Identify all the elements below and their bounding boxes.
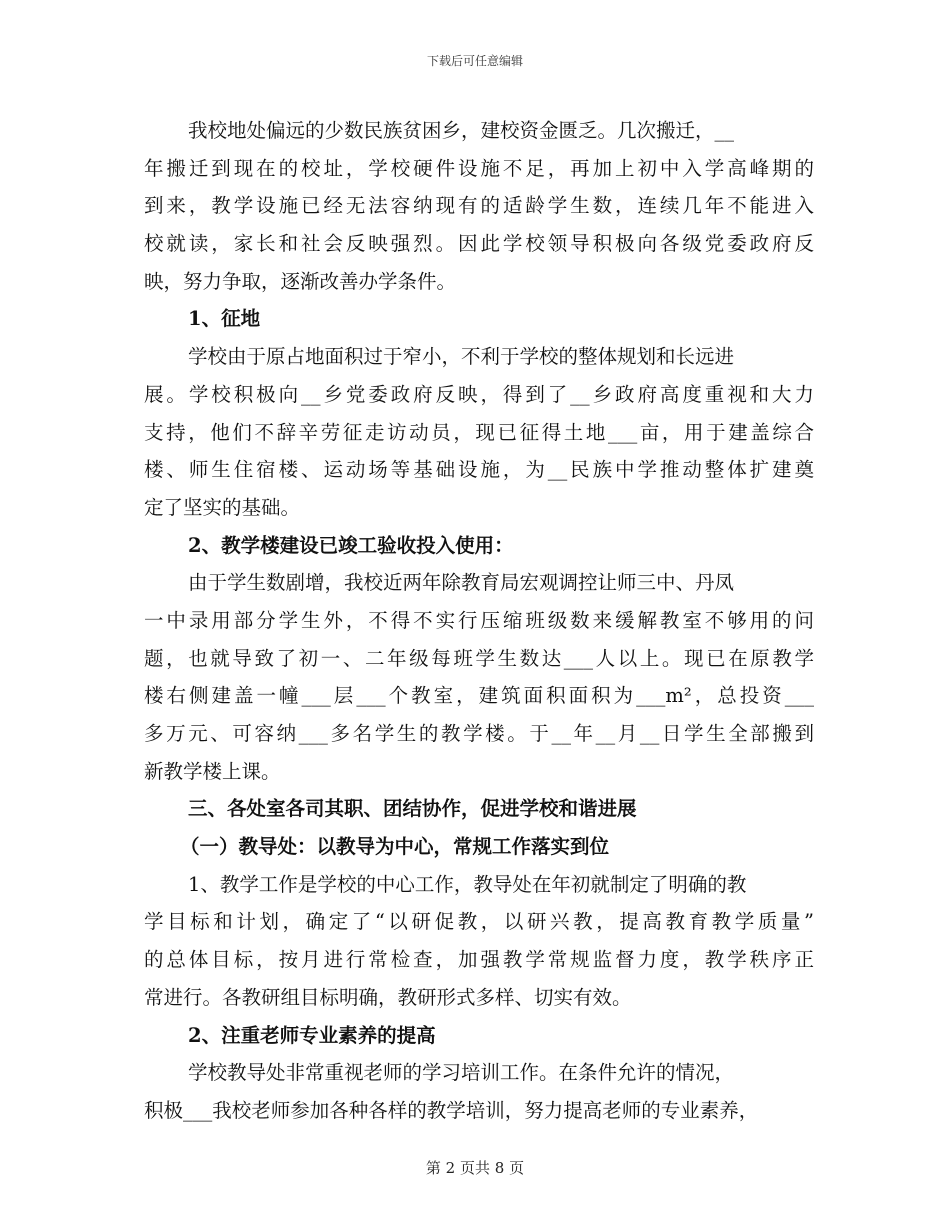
paragraph-line: 展。学校积极向__乡党委政府反映，得到了__乡政府高度重视和大力	[144, 382, 814, 406]
page-header: 下载后可任意编辑	[426, 54, 523, 68]
paragraph-line: 我校地处偏远的少数民族贫困乡，建校资金匮乏。几次搬迁，__	[188, 119, 735, 142]
paragraph-line: 学校由于原占地面积过于窄小，不利于学校的整体规划和长远进	[188, 345, 735, 369]
paragraph-line: 映，努力争取，逐渐改善办学条件。	[144, 269, 457, 293]
paragraph-line: 学目标和计划，确定了“以研促教，以研兴教，提高教育教学质量”	[144, 910, 814, 934]
paragraph-line: 定了坚实的基础。	[144, 495, 301, 519]
paragraph-line: 的总体目标，按月进行常检查，加强教学常规监督力度，教学秩序正	[144, 948, 814, 972]
document-body	[144, 112, 814, 1130]
section-heading: 1、征地	[188, 307, 261, 331]
paragraph-line: 楼、师生住宿楼、运动场等基础设施，为__民族中学推动整体扩建奠	[144, 458, 814, 482]
paragraph-line: 题，也就导致了初一、二年级每班学生数达___人以上。现已在原教学	[144, 646, 814, 670]
section-heading: 2、教学楼建设已竣工验收投入使用：	[188, 533, 514, 557]
paragraph-line: 支持，他们不辞辛劳征走访动员，现已征得土地___亩，用于建盖综合	[144, 420, 814, 444]
page-footer: 第 2 页共 8 页	[425, 1159, 525, 1177]
paragraph-line: 积极___我校老师参加各种各样的教学培训，努力提高老师的专业素养，	[144, 1098, 759, 1122]
paragraph-line: 年搬迁到现在的校址，学校硬件设施不足，再加上初中入学高峰期的	[144, 156, 814, 180]
paragraph-line: 一中录用部分学生外，不得不实行压缩班级数来缓解教室不够用的问	[144, 608, 814, 632]
subsection-heading: （一）教导处：以教导为中心，常规工作落实到位	[180, 835, 610, 859]
paragraph-line: 1、教学工作是学校的中心工作，教导处在年初就制定了明确的教	[188, 872, 747, 896]
paragraph-line: 由于学生数剧增，我校近两年除教育局宏观调控让师三中、丹凤	[188, 571, 735, 595]
paragraph-line: 学校教导处非常重视老师的学习培训工作。在条件允许的情况，	[188, 1061, 735, 1085]
paragraph-line: 常进行。各教研组目标明确，教研形式多样、切实有效。	[144, 985, 632, 1009]
paragraph-line: 到来，教学设施已经无法容纳现有的适龄学生数，连续几年不能进入	[144, 194, 814, 218]
paragraph-line: 校就读，家长和社会反映强烈。因此学校领导积极向各级党委政府反	[144, 232, 814, 256]
paragraph-line: 多万元、可容纳___多名学生的教学楼。于__年__月__日学生全部搬到	[144, 722, 814, 745]
section-heading: 2、注重老师专业素养的提高	[188, 1023, 436, 1047]
paragraph-line: 新教学楼上课。	[144, 759, 281, 783]
paragraph-line: 楼右侧建盖一幢___层___个教室，建筑面积面积为___m²，总投资___	[144, 684, 814, 708]
section-heading: 三、各处室各司其职、团结协作，促进学校和谐进展	[188, 797, 637, 821]
